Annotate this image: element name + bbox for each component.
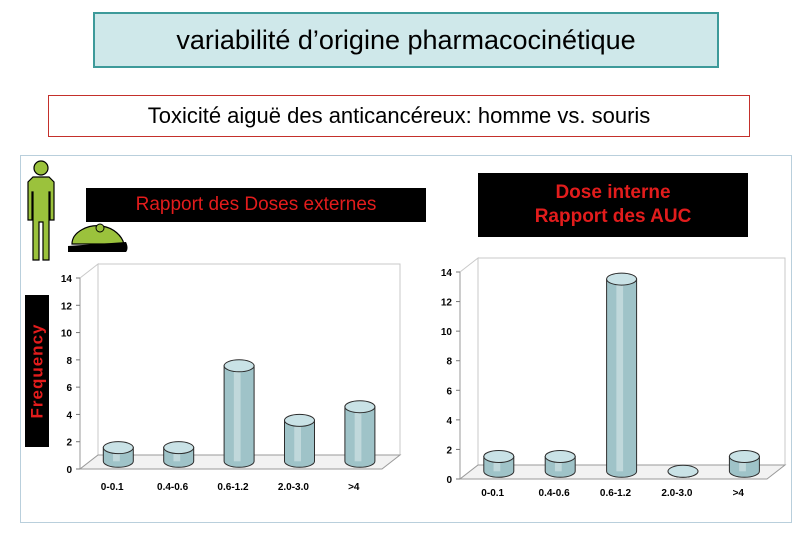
chart1-bar-4-highlight: [355, 407, 362, 462]
chart1-ytick-label: 12: [60, 301, 72, 313]
chart1-title: Rapport des Doses externes: [86, 188, 426, 222]
chart2-ytick-label: 12: [440, 297, 452, 309]
chart1-bar-4-top: [345, 401, 375, 413]
chart1-ytick-label: 0: [66, 465, 72, 476]
chart2-xtick-label: 2.0-3.0: [661, 488, 693, 499]
chart1-xtick-label: >4: [348, 482, 360, 493]
chart1-ytick-label: 8: [66, 355, 72, 367]
chart1-ytick-label: 2: [66, 437, 72, 449]
chart2-ytick-label: 4: [446, 415, 452, 427]
chart1-bar-3-top: [285, 414, 315, 426]
chart2-bar-1-top: [545, 451, 575, 463]
chart1-xtick-label: 0-0.1: [100, 482, 124, 493]
chart1-bar-0-top: [103, 442, 133, 454]
chart2-ytick-label: 0: [446, 475, 452, 486]
page-subtitle: Toxicité aiguë des anticancéreux: homme vs. souris: [48, 95, 750, 137]
chart1-bar-1-top: [164, 442, 194, 454]
chart1-xtick-label: 0.6-1.2: [217, 482, 249, 493]
chart2-ytick-label: 14: [440, 268, 452, 279]
chart1-side-wall: [80, 264, 98, 469]
chart2-xtick-label: 0.6-1.2: [599, 488, 632, 499]
y-axis-label-text: Frequency: [27, 323, 47, 419]
page-title: variabilité d’origine pharmacocinétique: [93, 12, 719, 68]
chart1-ytick-label: 10: [60, 328, 72, 340]
chart2-bar-3-top: [668, 465, 698, 477]
chart1-ytick-label: 6: [66, 383, 72, 395]
chart2-side-wall: [460, 258, 478, 479]
chart2-ytick-label: 8: [446, 356, 452, 368]
chart2-xtick-label: 0-0.1: [481, 488, 505, 499]
chart1-xtick-label: 2.0-3.0: [277, 482, 309, 493]
chart1-ytick-label: 14: [60, 274, 72, 285]
chart2-title-line2: Rapport des AUC: [534, 206, 692, 227]
chart2-bar-2-top: [607, 273, 637, 285]
chart2-title-line1: Dose interne: [555, 182, 671, 204]
chart2-ytick-label: 2: [446, 445, 452, 457]
chart2-xtick-label: 0.4-0.6: [538, 488, 570, 499]
chart2-xtick-label: >4: [732, 488, 745, 499]
chart2-bar-2-highlight: [616, 279, 623, 471]
chart1-bar-2-top: [224, 360, 254, 372]
chart2-bar-4-top: [729, 451, 759, 463]
chart2-bar-0-top: [484, 451, 514, 463]
chart1-bar-2-highlight: [234, 366, 241, 462]
chart1-xtick-label: 0.4-0.6: [157, 482, 189, 493]
chart2-ytick-label: 6: [446, 386, 452, 398]
chart2-ytick-label: 10: [440, 327, 452, 339]
chart1-ytick-label: 4: [66, 410, 72, 422]
